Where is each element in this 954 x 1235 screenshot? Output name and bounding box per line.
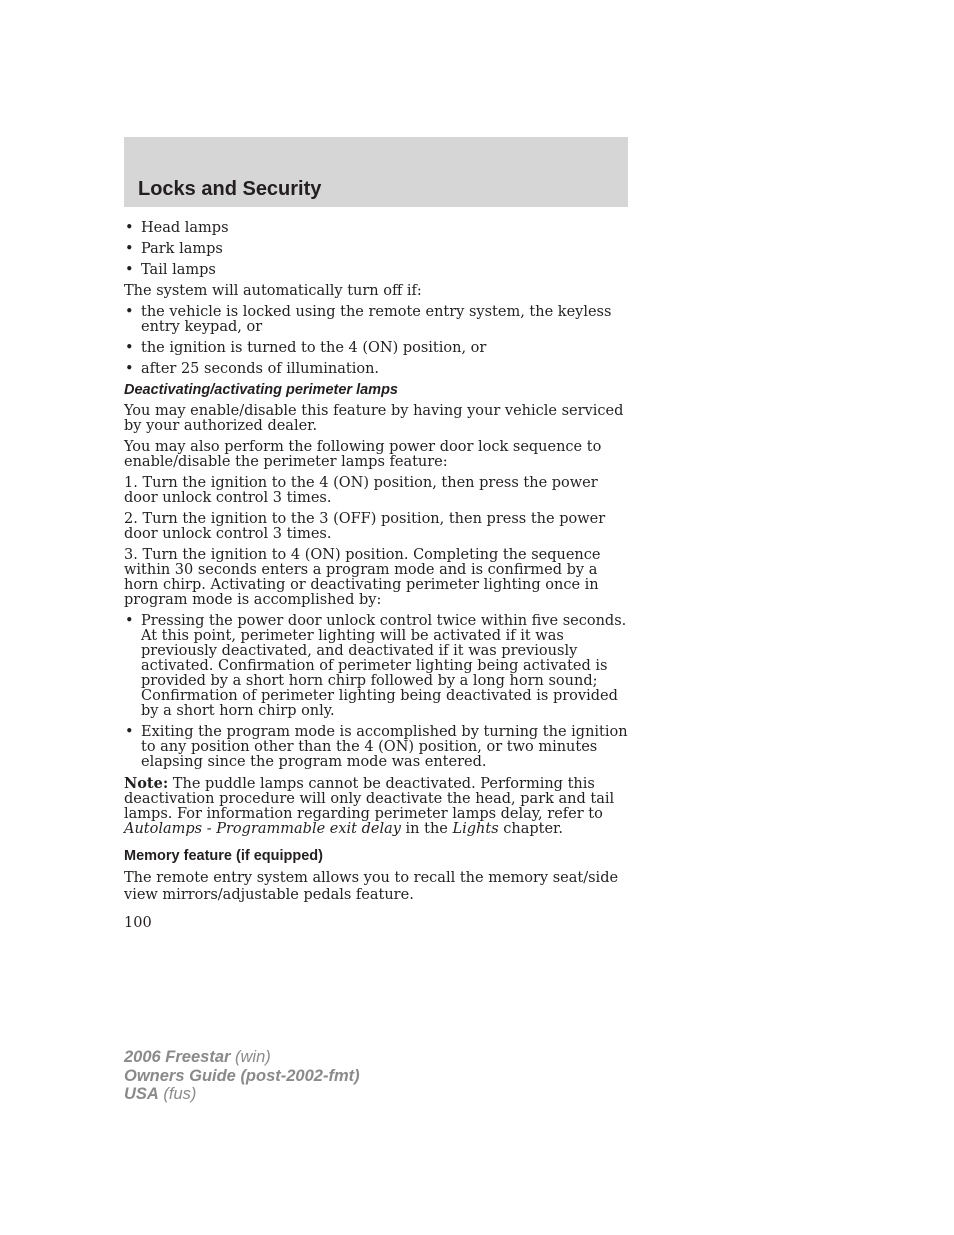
step-2: 2. Turn the ignition to the 3 (OFF) position, then press the power door unlock control 3 times. [124,511,606,542]
note-reference-autolamps: Autolamps - Programmable exit delay [124,821,401,837]
page-content [124,221,628,931]
note-text: in the [400,821,453,837]
list-item: • Head lamps [124,221,628,236]
list-item: • after 25 seconds of illumination. [124,362,628,377]
memory-heading: Memory feature (if equipped) [124,848,323,864]
perimeter-para-1: You may enable/disable this feature by having your vehicle serviced by your authorized dealer. [124,403,624,434]
note-paragraph [124,776,628,837]
memory-text: The remote entry system allows you to recall the memory seat/side view mirrors/adjustable pedals feature. [124,870,619,903]
footer-model: 2006 Freestar [124,1048,231,1066]
list-item: • Exiting the program mode is accomplished by turning the ignition to any position other than the 4 (ON) position, or two minutes elapsing since the program mode was entered. [124,725,628,770]
step-3: 3. Turn the ignition to 4 (ON) position. Completing the sequence within 30 seconds enters a program mode and is confirmed by a horn chirp. Activating or deactivating perimeter lighting once in program mode is accomplished by: [124,547,601,608]
perimeter-para-2: You may also perform the following power door lock sequence to enable/disable the perimeter lamps feature: [124,439,602,470]
list-item: • Park lamps [124,242,628,257]
program-mode-list [124,614,628,770]
page-number: 100 [124,915,152,931]
perimeter-heading: Deactivating/activating perimeter lamps [124,382,398,398]
note-text: The puddle lamps cannot be deactivated. Performing this deactivation procedure will only deactivate the head, park and tail lamps. For information regarding perimeter lamps delay, refer to [124,776,615,822]
footer-market-code: (fus) [158,1085,197,1103]
footer-line-1 [124,1048,360,1067]
footer-market: USA [124,1085,159,1103]
list-item: • Pressing the power door unlock control twice within five seconds. At this point, perimeter lighting will be activated if it was previously deactivated, and deactivated if it was previously activated. Confirmation of perimeter lighting being activated is provided by a short horn chirp followed by a long horn sound; Confirmation of perimeter lighting being deactivated is provided by a short horn chirp only. [124,614,628,719]
footer-guide: Owners Guide (post-2002-fmt) [124,1066,360,1085]
footer-line-2 [124,1067,360,1086]
step-1: 1. Turn the ignition to the 4 (ON) position, then press the power door unlock control 3 times. [124,475,598,506]
note-label: Note: [124,775,169,792]
auto-off-intro: The system will automatically turn off if: [124,283,422,299]
document-footer [124,1048,360,1104]
list-item: • Tail lamps [124,263,628,278]
auto-off-conditions [124,305,628,377]
lamp-list [124,221,628,278]
list-item: • the vehicle is locked using the remote entry system, the keyless entry keypad, or [124,305,628,335]
list-item: • the ignition is turned to the 4 (ON) position, or [124,341,628,356]
note-reference-lights: Lights [452,821,499,837]
footer-line-3 [124,1085,360,1104]
section-title: Locks and Security [138,178,322,200]
section-header-band [124,137,628,207]
note-text: chapter. [498,821,564,837]
footer-model-code: (win) [230,1048,271,1066]
